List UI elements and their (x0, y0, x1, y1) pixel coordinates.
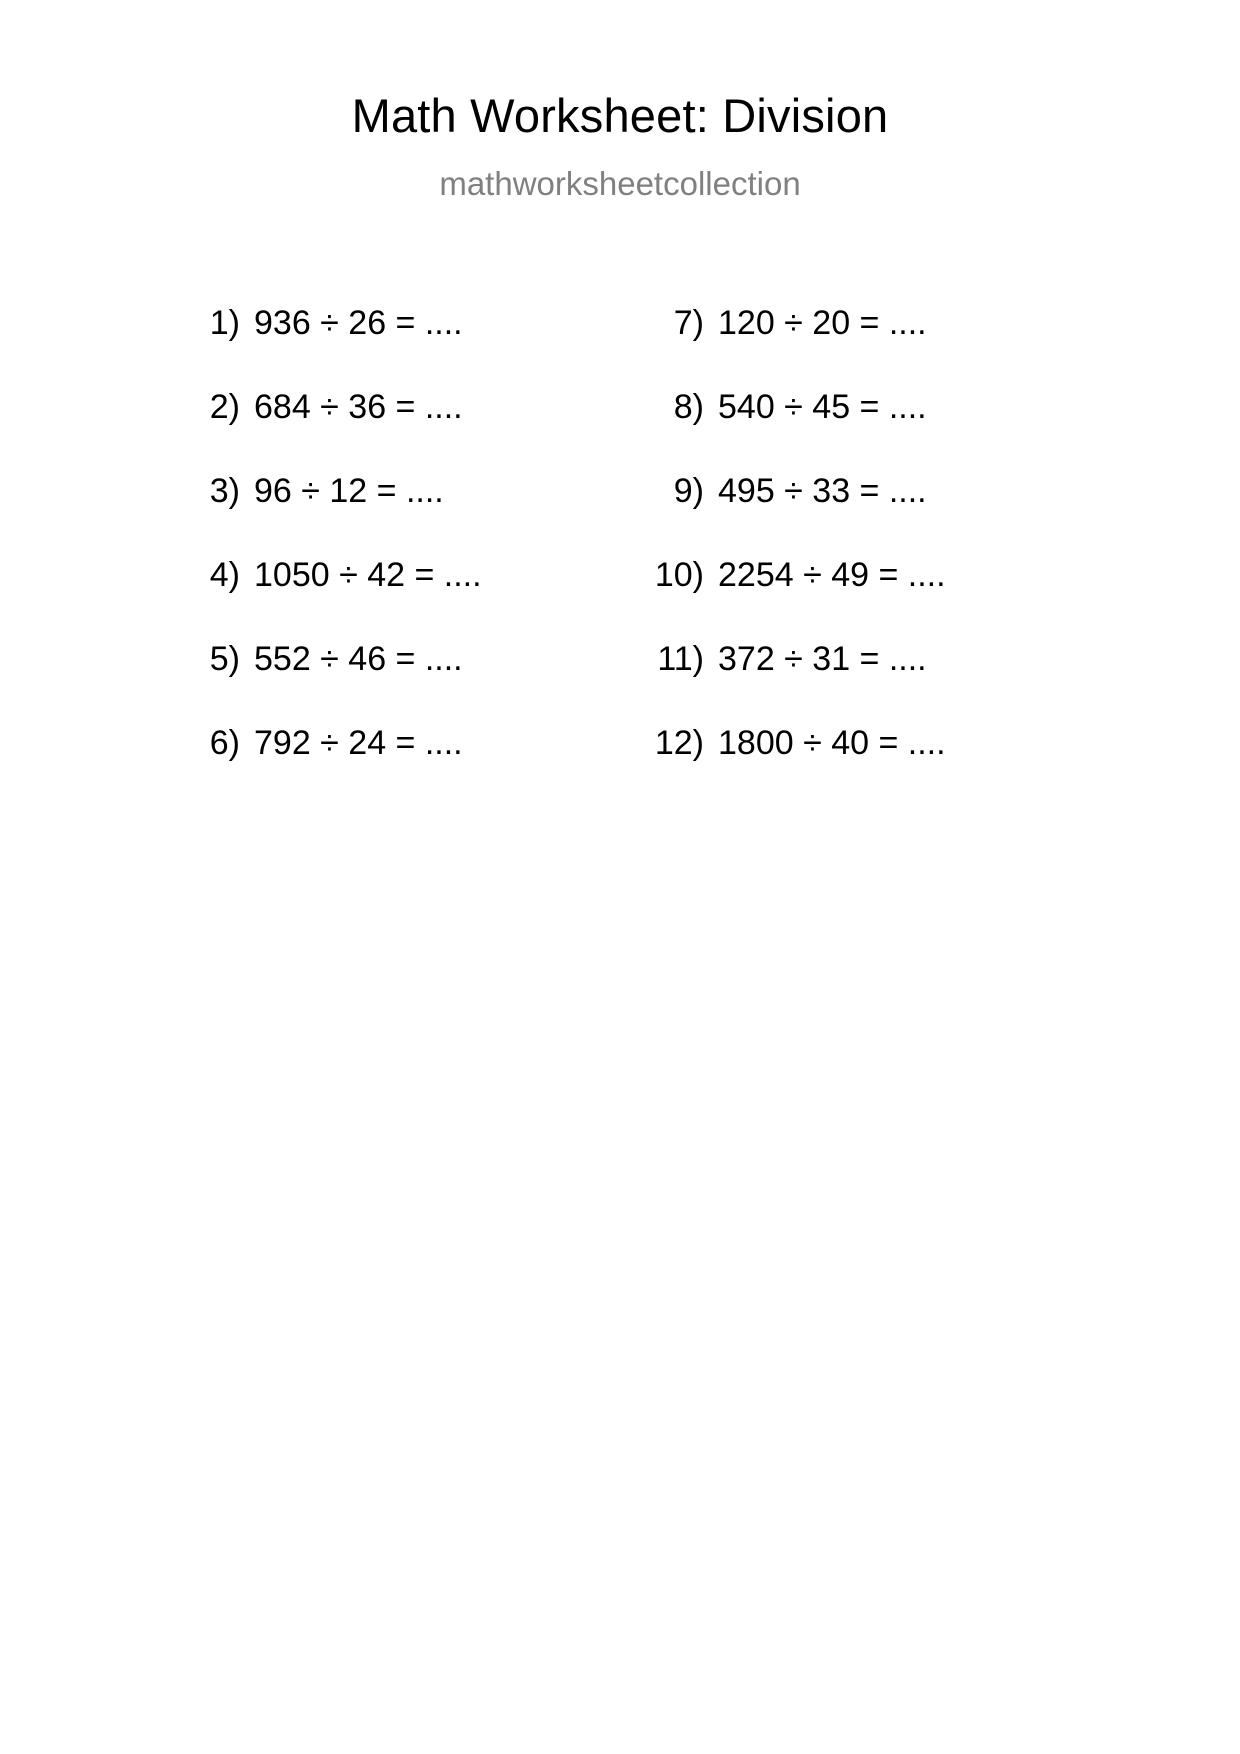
problem-item (178, 281, 626, 365)
problem-item (178, 617, 626, 701)
problem-number: 6) (209, 724, 240, 762)
problem-item (626, 617, 1046, 701)
problem-text: 684 ÷ 36 = .... (254, 388, 463, 426)
problem-number: 10) (654, 556, 704, 594)
page-title: Math Worksheet: Division (351, 89, 889, 142)
right-column (626, 281, 1046, 785)
problem-item (626, 533, 1046, 617)
problem-text: 120 ÷ 20 = .... (718, 304, 927, 342)
problem-number: 1) (209, 304, 240, 342)
problem-number: 2) (209, 388, 240, 426)
problem-number: 5) (209, 640, 240, 678)
problem-text: 936 ÷ 26 = .... (254, 304, 463, 342)
problem-item (178, 701, 626, 785)
problem-item (626, 365, 1046, 449)
problem-text: 552 ÷ 46 = .... (254, 640, 463, 678)
left-column (178, 281, 626, 785)
problem-item (626, 281, 1046, 365)
page-subtitle: mathworksheetcollection (439, 165, 801, 202)
problem-list (0, 281, 1240, 785)
problem-text: 96 ÷ 12 = .... (254, 472, 444, 510)
problem-text: 1800 ÷ 40 = .... (718, 724, 946, 762)
problem-item (178, 449, 626, 533)
problem-number: 9) (673, 472, 704, 510)
problem-text: 372 ÷ 31 = .... (718, 640, 927, 678)
problem-text: 2254 ÷ 49 = .... (718, 556, 946, 594)
problem-text: 495 ÷ 33 = .... (718, 472, 927, 510)
problem-text: 1050 ÷ 42 = .... (254, 556, 482, 594)
problem-number: 4) (209, 556, 240, 594)
problem-item (626, 449, 1046, 533)
problem-text: 540 ÷ 45 = .... (718, 388, 927, 426)
problem-number: 8) (673, 388, 704, 426)
problem-item (178, 365, 626, 449)
problem-number: 12) (654, 724, 704, 762)
problem-number: 11) (657, 640, 704, 678)
problem-number: 3) (209, 472, 240, 510)
problem-item (178, 533, 626, 617)
problem-number: 7) (673, 304, 704, 342)
problem-text: 792 ÷ 24 = .... (254, 724, 463, 762)
problem-item (626, 701, 1046, 785)
